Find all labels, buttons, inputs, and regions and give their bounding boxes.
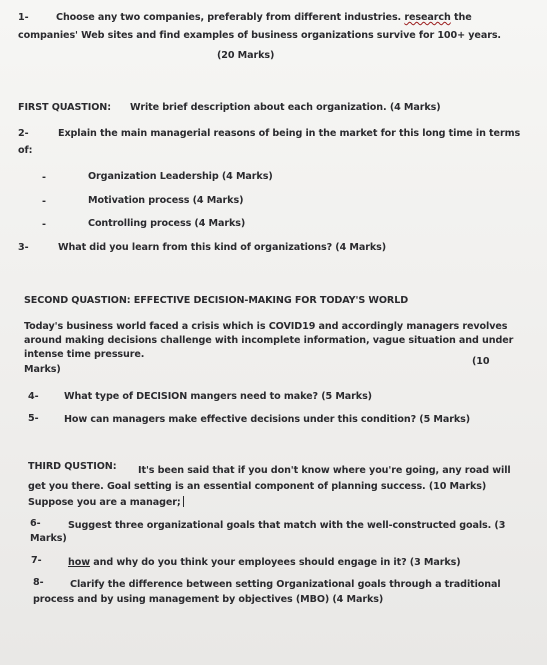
q7-text (68, 557, 461, 569)
q7-text-rest: and why do you think your employees should engage in it? (3 Marks) (93, 557, 461, 568)
q5-text: How can managers make effective decisions under this condition? (5 Marks) (64, 414, 471, 425)
second-para-4: Marks) (24, 364, 61, 375)
text-cursor (183, 496, 184, 507)
second-para-marks: (10 (472, 356, 490, 367)
q6-text-cont: Marks) (30, 533, 67, 544)
intro-number: 1- (18, 12, 29, 23)
first-question-text: Write brief description about each organization. (4 Marks) (130, 102, 441, 113)
intro-research-word: research (404, 12, 451, 23)
third-line-3 (28, 496, 184, 509)
third-line-1: It's been said that if you don't know where you're going, any road will (138, 465, 511, 476)
q8-text: Clarify the difference between setting Organizational goals through a traditional (70, 579, 501, 590)
intro-line-1c: the (454, 12, 472, 23)
intro-line-1 (56, 12, 472, 24)
second-question-heading: SECOND QUASTION: EFFECTIVE DECISION-MAKING FOR TODAY'S WORLD (24, 295, 409, 306)
intro-line-1a: Choose any two companies, preferably from different industries. (56, 12, 402, 23)
bullet-dash-2: - (42, 196, 46, 207)
intro-line-2: companies' Web sites and find examples of business organizations survive for 100+ years. (18, 30, 501, 41)
intro-marks: (20 Marks) (217, 50, 275, 61)
q8-number: 8- (33, 577, 44, 588)
q7-number: 7- (31, 555, 42, 566)
third-line-2: get you there. Goal setting is an essential component of planning success. (10 Marks) (28, 481, 487, 492)
q6-text: Suggest three organizational goals that match with the well-constructed goals. (3 (68, 520, 506, 531)
second-para-3: intense time pressure. (24, 349, 145, 360)
q3-number: 3- (18, 242, 29, 253)
q4-text: What type of DECISION mangers need to make? (5 Marks) (64, 391, 372, 402)
bullet-controlling: Controlling process (4 Marks) (88, 218, 246, 229)
q5-number: 5- (28, 413, 39, 424)
q8-text-cont: process and by using management by objectives (MBO) (4 Marks) (33, 594, 384, 605)
bullet-dash-3: - (42, 219, 46, 230)
q2-text: Explain the main managerial reasons of being in the market for this long time in terms (58, 128, 521, 139)
q2-text-cont: of: (18, 145, 33, 156)
third-question-heading: THIRD QUSTION: (28, 461, 117, 472)
bullet-motivation: Motivation process (4 Marks) (88, 195, 244, 206)
bullet-dash-1: - (42, 172, 46, 183)
bullet-leadership: Organization Leadership (4 Marks) (88, 171, 273, 182)
second-para-1: Today's business world faced a crisis which is COVID19 and accordingly managers revolves (24, 321, 508, 332)
third-line-3-text: Suppose you are a manager; (28, 497, 181, 508)
second-para-2: around making decisions challenge with incomplete information, vague situation and under (24, 335, 514, 346)
q2-number: 2- (18, 128, 29, 139)
q7-how-word: how (68, 557, 90, 568)
q3-text: What did you learn from this kind of organizations? (4 Marks) (58, 242, 387, 253)
q4-number: 4- (28, 391, 39, 402)
q6-number: 6- (30, 518, 41, 529)
first-question-heading: FIRST QUASTION: (18, 102, 111, 113)
